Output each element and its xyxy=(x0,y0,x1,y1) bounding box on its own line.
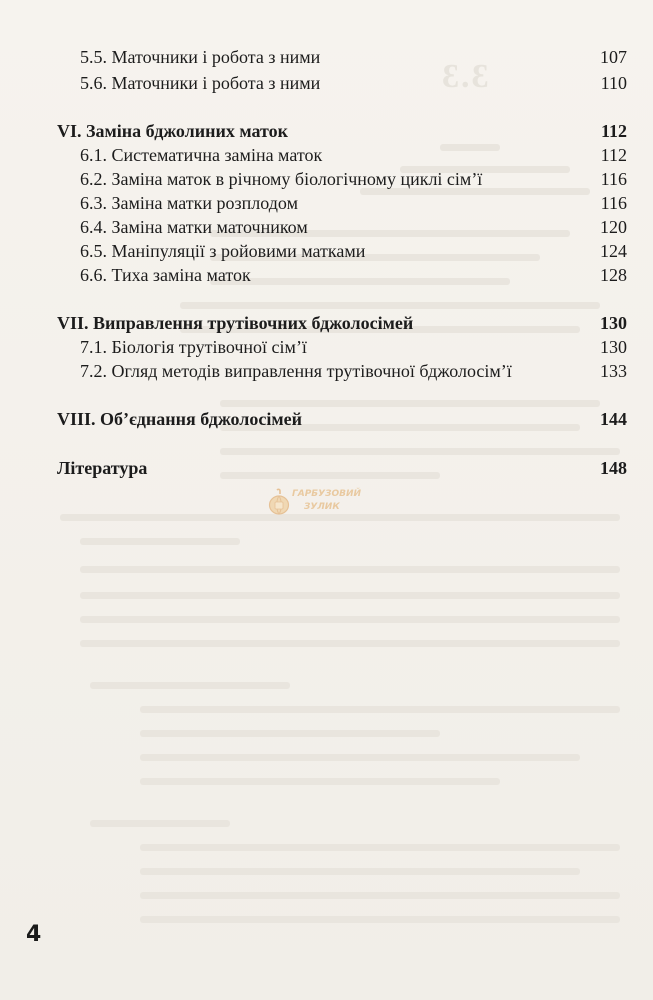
toc-entry-page: 120 xyxy=(600,217,627,237)
toc-entry-page: 124 xyxy=(600,241,627,261)
toc-entry-page: 133 xyxy=(600,361,627,381)
show-through-heading: 3.3 xyxy=(440,58,489,95)
toc-entry xyxy=(0,142,653,168)
toc-entry xyxy=(0,70,653,96)
toc-chapter-page: 112 xyxy=(600,121,627,141)
toc-entry-page: 128 xyxy=(600,265,627,285)
toc-entry-title: 7.2. Огляд методів виправлення трутівочної бджолосім’ї xyxy=(80,361,512,381)
toc-chapter-title: VI. Заміна бджолиних маток xyxy=(57,121,289,141)
toc-chapter-page: 130 xyxy=(600,313,627,333)
toc-entry xyxy=(0,166,653,192)
watermark-line-1: ГАРБУЗОВИЙ xyxy=(292,489,362,499)
toc-chapter-page: 148 xyxy=(600,458,627,478)
toc-entry-page: 110 xyxy=(600,73,627,93)
toc-entry-page: 107 xyxy=(600,47,627,67)
toc-entry-title: 6.4. Заміна матки маточником xyxy=(80,217,308,237)
toc-chapter-page: 144 xyxy=(600,409,627,429)
toc-entry-title: 6.1. Систематична заміна маток xyxy=(80,145,323,165)
toc-entry-page: 116 xyxy=(600,193,627,213)
toc-entry-title: 7.1. Біологія трутівочної сім’ї xyxy=(80,337,307,357)
toc-chapter xyxy=(0,118,653,144)
toc-entry xyxy=(0,334,653,360)
toc-entry xyxy=(0,262,653,288)
toc-entry-title: 6.5. Маніпуляції з ройовими матками xyxy=(80,241,366,261)
watermark-line-2: ЗУЛИК xyxy=(304,502,340,512)
toc-chapter-title: VII. Виправлення трутівочних бджолосімей xyxy=(57,313,414,333)
toc-chapter-title: VIII. Об’єднання бджолосімей xyxy=(57,409,302,429)
toc-entry-title: 6.3. Заміна матки розплодом xyxy=(80,193,298,213)
toc-chapter xyxy=(0,455,653,481)
toc-entry xyxy=(0,214,653,240)
toc-entry-title: 6.6. Тиха заміна маток xyxy=(80,265,251,285)
toc-entry-title: 6.2. Заміна маток в річному біологічному циклі сім’ї xyxy=(80,169,483,189)
toc-entry xyxy=(0,358,653,384)
toc-entry-page: 112 xyxy=(600,145,627,165)
pumpkin-watermark xyxy=(268,488,398,518)
toc-chapter xyxy=(0,406,653,432)
toc-entry-page: 130 xyxy=(600,337,627,357)
toc-chapter xyxy=(0,310,653,336)
page-number: 4 xyxy=(26,922,42,947)
toc-entry xyxy=(0,44,653,70)
toc-entry xyxy=(0,190,653,216)
pumpkin-logo-icon xyxy=(268,488,290,516)
toc-entry-page: 116 xyxy=(600,169,627,189)
toc-chapter-title: Література xyxy=(57,458,148,478)
toc-entry xyxy=(0,238,653,264)
toc-entry-title: 5.5. Маточники і робота з ними xyxy=(80,47,321,67)
toc-entry-title: 5.6. Маточники і робота з ними xyxy=(80,73,321,93)
